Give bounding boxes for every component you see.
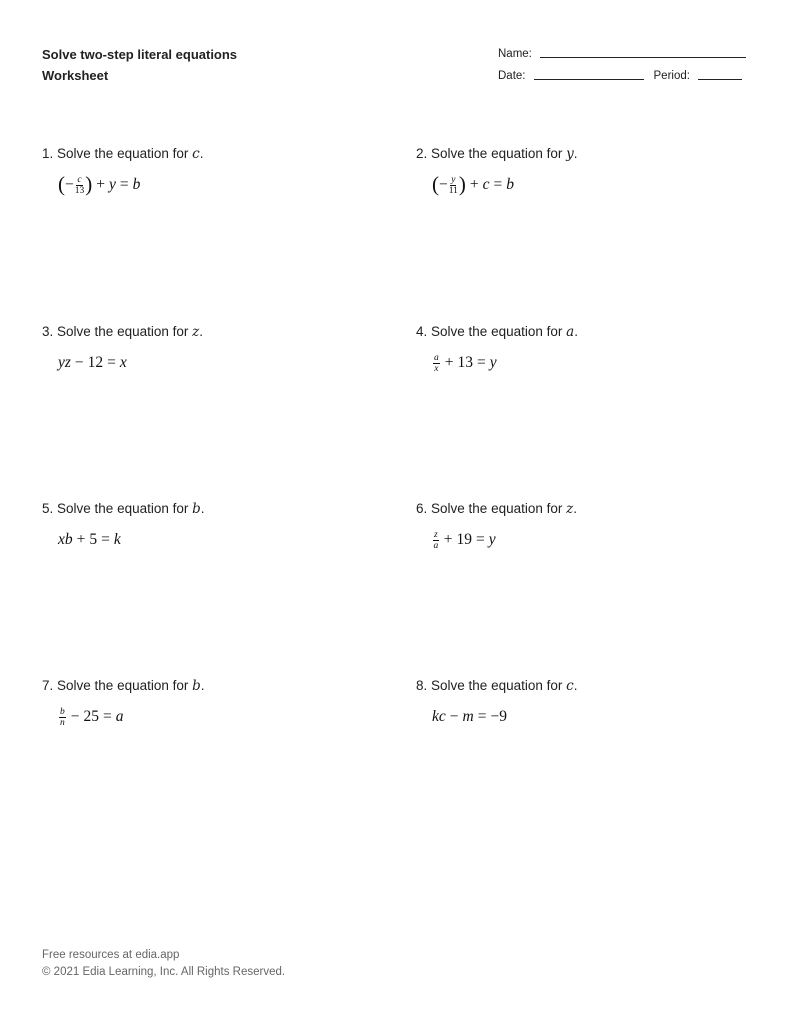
problem-prompt [416, 677, 736, 695]
footer [42, 947, 285, 981]
operator: − [74, 354, 84, 371]
problem-variable: c [566, 678, 574, 694]
left-paren: ( [432, 171, 439, 196]
date-label: Date: [498, 70, 526, 82]
equals-sign: = [493, 176, 503, 193]
equation [432, 528, 736, 552]
equation [432, 173, 736, 197]
problem-text: Solve the equation for [431, 146, 563, 161]
rhs: −9 [490, 708, 507, 725]
fraction-denominator: n [60, 717, 65, 728]
problem-prompt [416, 323, 736, 341]
fraction-denominator: 13 [74, 185, 85, 196]
fraction-denominator: x [434, 363, 439, 374]
operator: + [76, 531, 86, 548]
equals-sign: = [477, 708, 487, 725]
constant: 25 [83, 708, 99, 725]
fraction [75, 175, 85, 196]
problem-variable: z [192, 324, 200, 340]
date-blank-line[interactable] [534, 78, 644, 80]
problem-variable: z [566, 501, 574, 517]
problem-text: Solve the equation for [431, 678, 563, 693]
operator: + [443, 531, 453, 548]
fraction-numerator: b [60, 706, 65, 717]
problem-number: 7. [42, 678, 54, 693]
fraction-denominator: a [433, 540, 439, 551]
problem-prompt [42, 323, 362, 341]
footer-copyright: © 2021 Edia Learning, Inc. All Rights Reserved. [42, 966, 286, 978]
problem-period: . [200, 678, 205, 693]
term: yz [58, 354, 71, 371]
equals-sign: = [119, 176, 129, 193]
fraction [433, 530, 439, 551]
minus-sign: − [65, 176, 74, 193]
problem-variable: b [192, 678, 201, 694]
fraction-numerator: z [434, 529, 438, 540]
problem-prompt [416, 500, 736, 518]
problem-period: . [573, 501, 578, 516]
equals-sign: = [107, 354, 116, 371]
problem-number: 8. [416, 678, 428, 693]
constant: 12 [87, 354, 104, 371]
problem-text: Solve the equation for [57, 146, 189, 161]
problem-period: . [199, 324, 204, 339]
term: y [109, 176, 116, 193]
problem-text: Solve the equation for [57, 501, 189, 516]
period-blank-line[interactable] [698, 78, 742, 80]
problem-text: Solve the equation for [57, 324, 189, 339]
operator: − [70, 708, 80, 725]
equation [432, 351, 736, 375]
problem-period: . [573, 146, 578, 161]
problem-period: . [199, 146, 204, 161]
problem-prompt [42, 677, 362, 695]
rhs: a [115, 708, 124, 725]
term: xb [58, 531, 73, 548]
term: m [462, 708, 474, 725]
name-label: Name: [498, 48, 532, 60]
problem-6 [416, 500, 736, 552]
problem-variable: b [192, 501, 201, 517]
operator: + [96, 176, 105, 193]
problem-prompt [42, 500, 362, 518]
problem-number: 3. [42, 324, 54, 339]
equation [432, 705, 736, 729]
problem-prompt [416, 145, 736, 163]
title-line-2: Worksheet [42, 68, 109, 83]
problem-variable: a [566, 324, 575, 340]
period-label: Period: [653, 70, 690, 82]
footer-resources-link[interactable]: Free resources at edia.app [42, 949, 180, 961]
fraction-denominator: 11 [448, 185, 458, 196]
problem-period: . [574, 324, 578, 339]
rhs: b [506, 176, 515, 193]
problem-variable: c [192, 146, 200, 162]
fraction [433, 353, 440, 374]
fraction [59, 707, 66, 728]
fraction-numerator: c [77, 174, 82, 185]
problem-number: 1. [42, 146, 54, 161]
rhs: x [119, 354, 127, 371]
date-period-row [498, 70, 742, 82]
term: c [482, 176, 490, 193]
equals-sign: = [103, 708, 112, 725]
problem-number: 4. [416, 324, 428, 339]
problem-period: . [573, 678, 578, 693]
worksheet-title [42, 44, 237, 86]
rhs: k [113, 531, 121, 548]
equation [58, 351, 362, 375]
operator: + [469, 176, 479, 193]
constant: 19 [456, 531, 472, 548]
operator: + [444, 354, 454, 371]
problem-text: Solve the equation for [57, 678, 189, 693]
minus-sign: − [439, 176, 448, 193]
right-paren: ) [458, 171, 466, 196]
problem-5 [42, 500, 362, 552]
problem-8 [416, 677, 736, 729]
operator: − [449, 708, 459, 725]
fraction-numerator: a [434, 352, 439, 363]
equals-sign: = [477, 354, 486, 371]
title-line-1: Solve two-step literal equations [42, 47, 238, 62]
problem-4 [416, 323, 736, 375]
constant: 13 [457, 354, 473, 371]
problem-1 [42, 145, 362, 197]
problem-number: 6. [416, 501, 428, 516]
fraction [449, 175, 458, 196]
name-field-row [498, 48, 746, 60]
constant: 5 [89, 531, 98, 548]
fraction-numerator: y [451, 174, 456, 185]
name-blank-line[interactable] [540, 56, 746, 58]
rhs: b [132, 176, 141, 193]
equation [58, 705, 362, 729]
problem-text: Solve the equation for [431, 501, 563, 516]
problem-7 [42, 677, 362, 729]
problem-2 [416, 145, 736, 197]
equals-sign: = [475, 531, 485, 548]
right-paren: ) [85, 171, 93, 196]
problem-period: . [200, 501, 205, 516]
equation [58, 528, 362, 552]
left-paren: ( [58, 171, 65, 196]
problem-3 [42, 323, 362, 375]
rhs: y [488, 531, 496, 548]
equation [58, 173, 362, 197]
problem-number: 5. [42, 501, 54, 516]
term: kc [432, 708, 446, 725]
equals-sign: = [101, 531, 110, 548]
problem-number: 2. [416, 146, 428, 161]
problem-prompt [42, 145, 362, 163]
problem-text: Solve the equation for [431, 324, 563, 339]
rhs: y [489, 354, 497, 371]
problem-variable: y [566, 146, 574, 162]
